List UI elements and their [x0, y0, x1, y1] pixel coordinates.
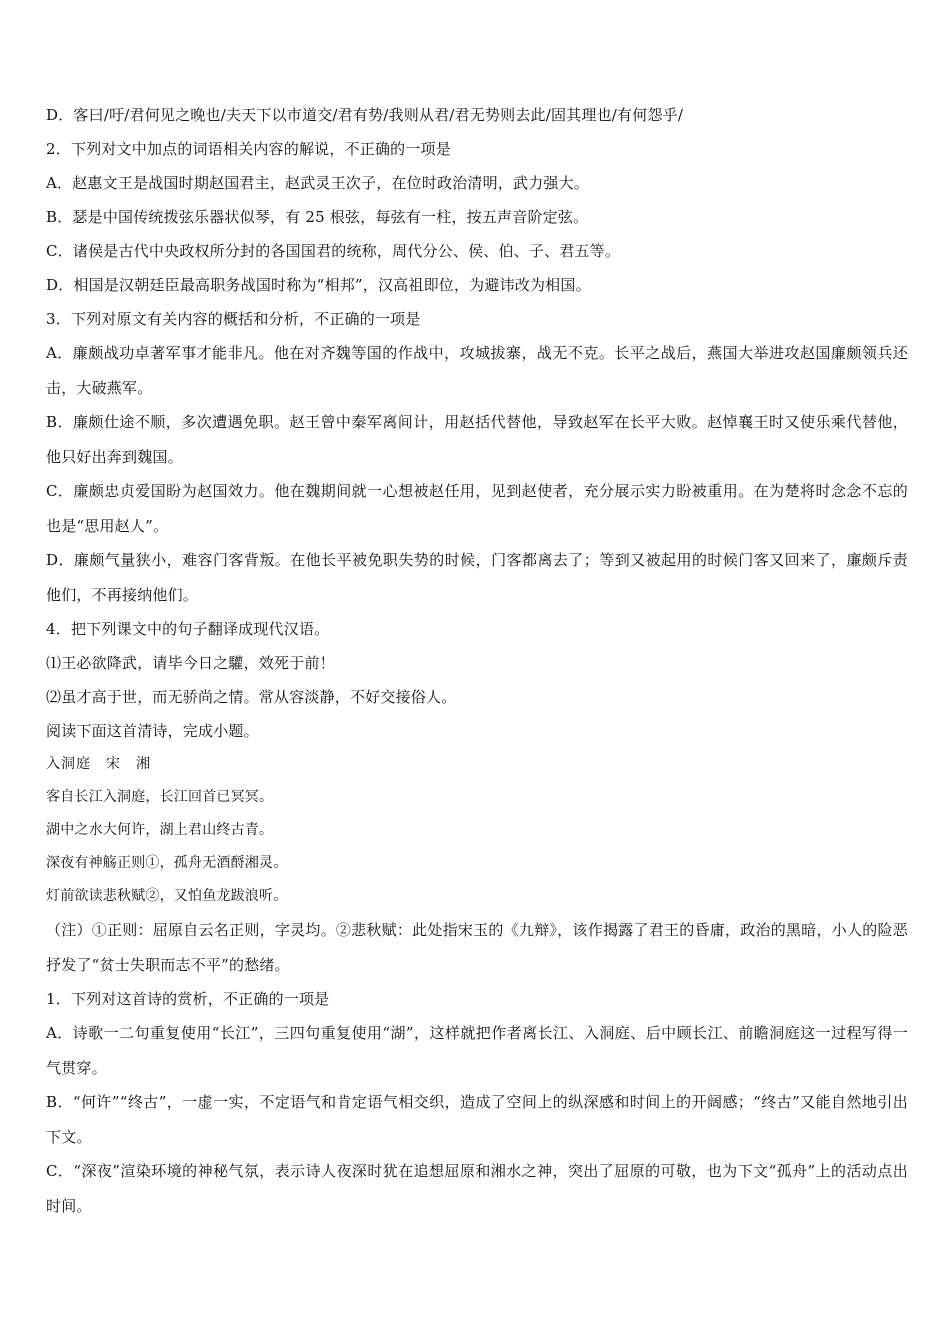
q2-option-b: B．瑟是中国传统拨弦乐器状似琴，有 25 根弦，每弦有一柱，按五声音阶定弦。 — [46, 208, 589, 226]
q4-sentence-2: ⑵虽才高于世，而无骄尚之情。常从容淡静，不好交接俗人。 — [46, 688, 457, 706]
document-page — [46, 98, 908, 1223]
subquestion-1: 1．下列对这首诗的赏析，不正确的一项是 — [46, 990, 330, 1008]
question-3: 3．下列对原文有关内容的概括和分析，不正确的一项是 — [46, 310, 421, 328]
poem-title: 入洞庭 宋 湘 — [46, 756, 151, 772]
q3-option-a: A．廉颇战功卓著军事才能非凡。他在对齐魏等国的作战中，攻城拔寨，战无不克。长平之战后，燕国大举进攻赵国廉颇领兵还击，大破燕军。 — [46, 344, 908, 397]
s1-option-c: C．“深夜”渲染环境的神秘气氛，表示诗人夜深时犹在追想屈原和湘水之神，突出了屈原的可敬，也为下文“孤舟”上的活动点出时间。 — [46, 1162, 908, 1215]
question-4: 4．把下列课文中的句子翻译成现代汉语。 — [46, 620, 330, 638]
q2-option-c: C．诸侯是古代中央政权所分封的各国国君的统称，周代分公、侯、伯、子、君五等。 — [46, 242, 621, 260]
s1-option-b: B．“何许”“终古”，一虚一实，不定语气和肯定语气相交织，造成了空间上的纵深感和时间上的开阔感；“终古”又能自然地引出下文。 — [46, 1093, 908, 1146]
poem-instruction: 阅读下面这首清诗，完成小题。 — [46, 722, 259, 740]
poem-note: （注）①正则：屈原自云名正则，字灵均。②悲秋赋：此处指宋玉的《九辩》，该作揭露了君王的昏庸，政治的黑暗，小人的险恶抒发了“贫士失职而志不平”的愁绪。 — [46, 921, 908, 974]
poem-line-3: 深夜有神觞正则①，孤舟无酒酹湘灵。 — [46, 855, 288, 871]
poem-line-2: 湖中之水大何许，湖上君山终古青。 — [46, 822, 274, 838]
q2-option-d: D．相国是汉朝廷臣最高职务战国时称为“相邦”，汉高祖即位，为避讳改为相国。 — [46, 276, 591, 294]
s1-option-a: A．诗歌一二句重复使用“长江”，三四句重复使用“湖”，这样就把作者离长江、入洞庭、后中顾长江、前瞻洞庭这一过程写得一气贯穿。 — [46, 1024, 908, 1077]
poem-line-4: 灯前欲读悲秋赋②，又怕鱼龙跋浪听。 — [46, 888, 288, 904]
q3-option-b: B．廉颇仕途不顺，多次遭遇免职。赵王曾中秦军离间计，用赵括代替他，导致赵军在长平大败。赵悼襄王时又使乐乘代替他，他只好出奔到魏国。 — [46, 413, 908, 466]
q3-option-d: D．廉颇气量狭小，难容门客背叛。在他长平被免职失势的时候，门客都离去了；等到又被起用的时候门客又回来了，廉颇斥责他们，不再接纳他们。 — [46, 551, 908, 604]
q3-option-c: C．廉颇忠贞爱国盼为赵国效力。他在魏期间就一心想被赵任用，见到赵使者，充分展示实力盼被重用。在为楚将时念念不忘的也是“思用赵人”。 — [46, 482, 908, 535]
q4-sentence-1: ⑴王必欲降武，请毕今日之驩，效死于前！ — [46, 654, 335, 672]
question-2: 2．下列对文中加点的词语相关内容的解说，不正确的一项是 — [46, 140, 451, 158]
q1-option-d: D．客曰/吁/君何见之晚也/夫天下以市道交/君有势/我则从君/君无势则去此/固其理也/有何怨乎/ — [46, 106, 684, 124]
q2-option-a: A．赵惠文王是战国时期赵国君主，赵武灵王次子，在位时政治清明，武力强大。 — [46, 174, 590, 192]
poem-line-1: 客自长江入洞庭，长江回首已冥冥。 — [46, 789, 274, 805]
